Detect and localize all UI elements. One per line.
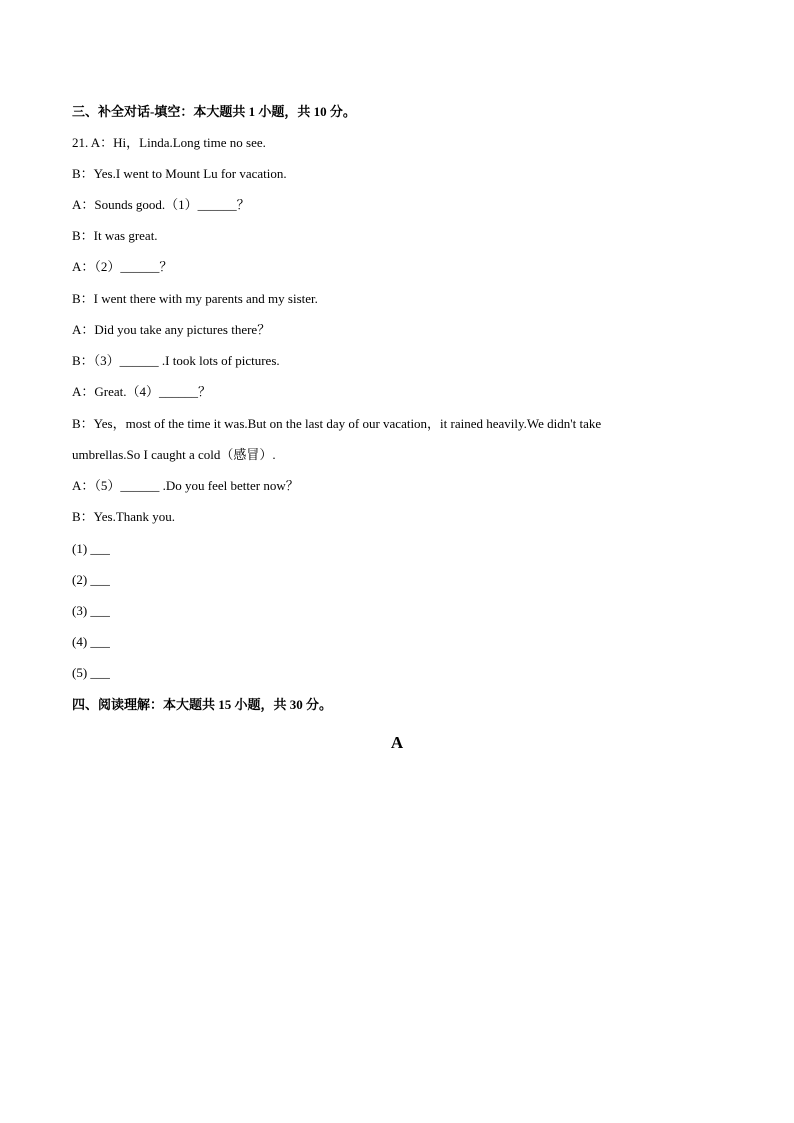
- dialogue-line-13: B：Yes.Thank you.: [72, 509, 176, 524]
- section-4-heading: 四、阅读理解：本大题共 15 小题，共 30 分。: [72, 697, 333, 712]
- dialogue-line-9: A：Great.（4）______？: [72, 384, 212, 399]
- dialogue-line-4: B：It was great.: [72, 228, 158, 243]
- answer-blank-3[interactable]: (3) ___: [72, 603, 110, 618]
- dialogue-line-11: umbrellas.So I caught a cold（感冒）.: [72, 447, 276, 462]
- dialogue-line-1: 21. A：Hi，Linda.Long time no see.: [72, 135, 266, 150]
- answer-blank-5[interactable]: (5) ___: [72, 665, 110, 680]
- dialogue-line-3: A：Sounds good.（1）______？: [72, 197, 250, 212]
- answer-blank-4[interactable]: (4) ___: [72, 634, 110, 649]
- dialogue-line-8: B：（3）______ .I took lots of pictures.: [72, 353, 280, 368]
- answer-blank-2[interactable]: (2) ___: [72, 572, 110, 587]
- dialogue-line-10: B：Yes，most of the time it was.But on the last day of our vacation，it rained heavily.We didn't take: [72, 416, 602, 431]
- dialogue-line-5: A：（2）______？: [72, 259, 173, 274]
- dialogue-line-2: B：Yes.I went to Mount Lu for vacation.: [72, 166, 287, 181]
- dialogue-line-7: A：Did you take any pictures there？: [72, 322, 271, 337]
- answer-blank-1[interactable]: (1) ___: [72, 541, 110, 556]
- reading-part-title: A: [390, 733, 404, 752]
- section-3-heading: 三、补全对话-填空：本大题共 1 小题，共 10 分。: [72, 104, 356, 119]
- dialogue-line-6: B：I went there with my parents and my sister.: [72, 291, 318, 306]
- dialogue-line-12: A：（5）______ .Do you feel better now？: [72, 478, 299, 493]
